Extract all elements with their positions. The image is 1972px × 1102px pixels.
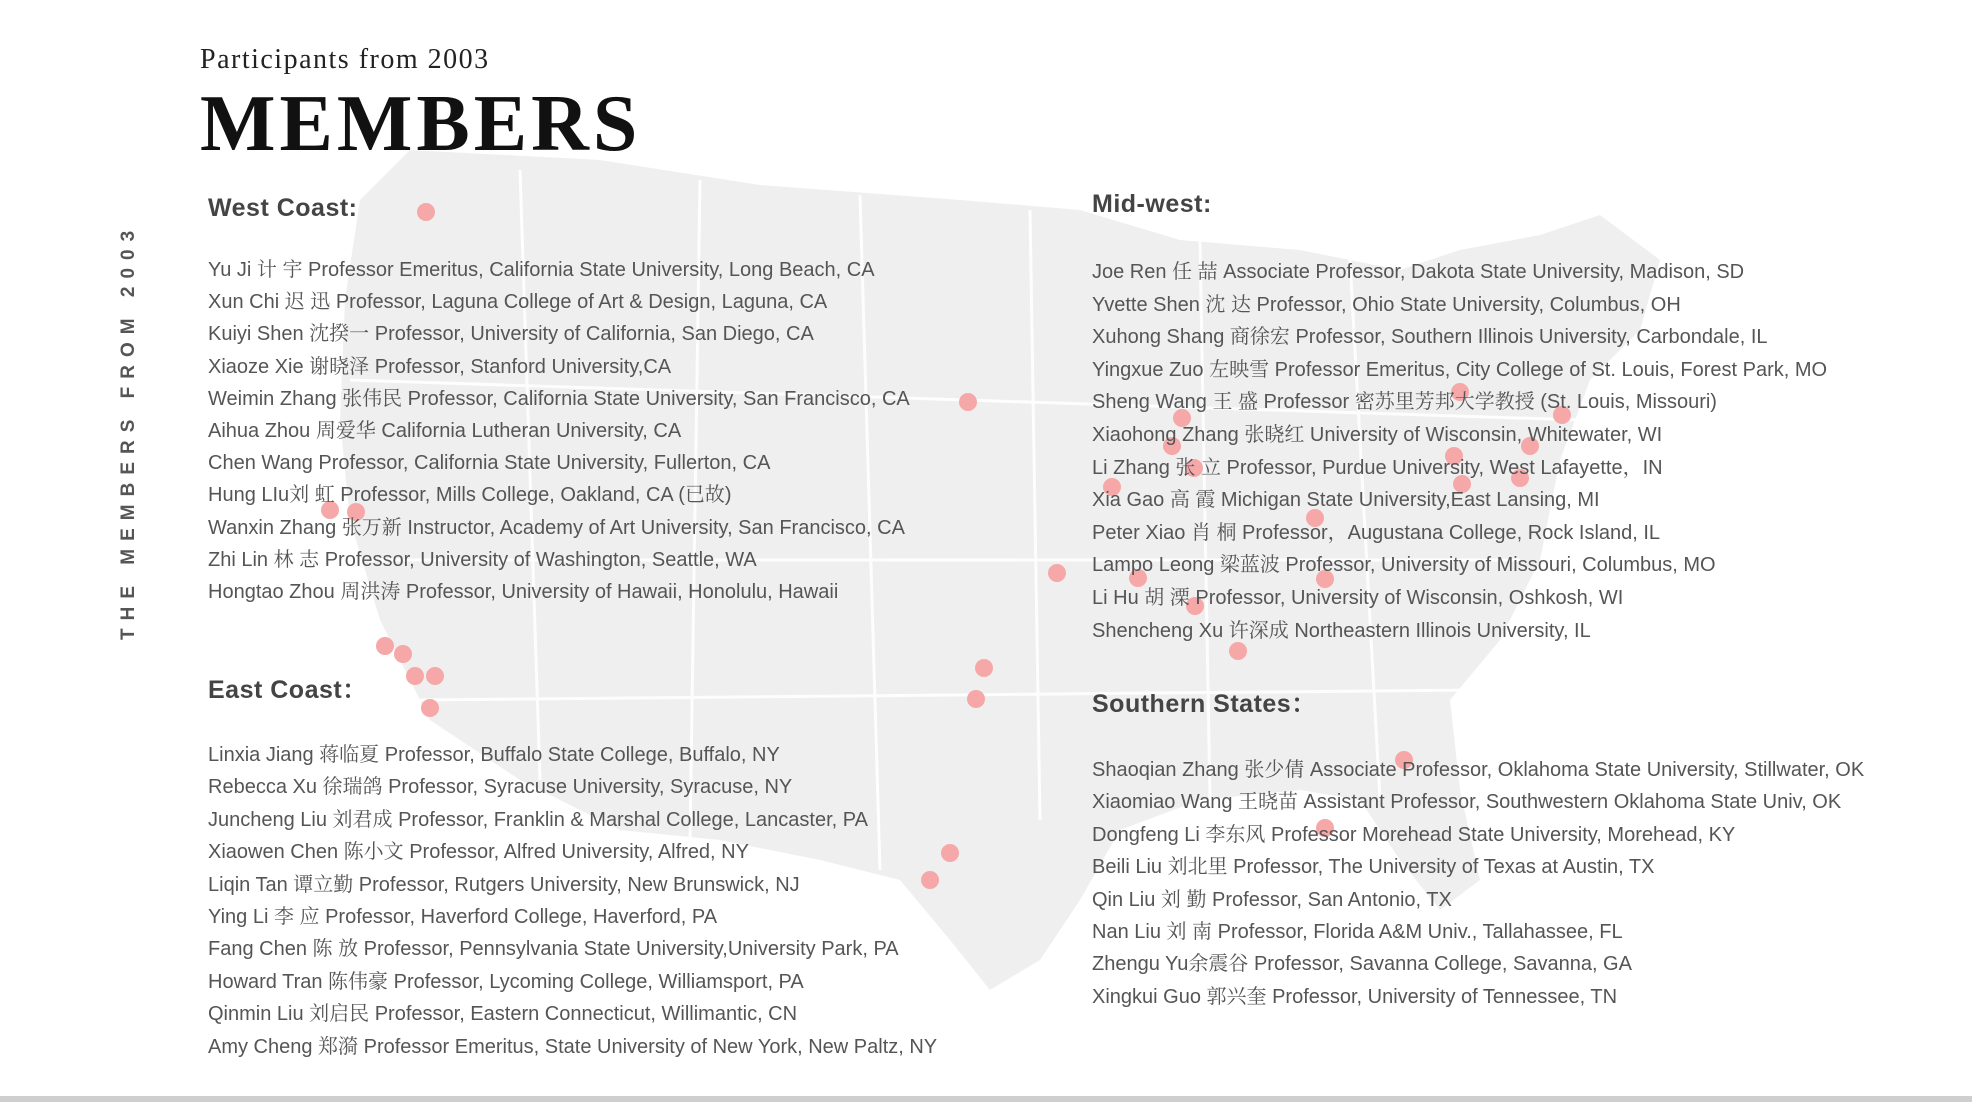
midwest-heading: Mid-west: xyxy=(1092,190,1212,218)
list-item: Xiaowen Chen 陈小文 Professor, Alfred University, Alfred, NY xyxy=(208,841,749,864)
west-coast-heading: West Coast: xyxy=(208,194,358,222)
list-item: Xingkui Guo 郭兴奎 Professor, University of Tennessee, TN xyxy=(1092,985,1618,1008)
list-item: Fang Chen 陈 放 Professor, Pennsylvania State University,University Park, PA xyxy=(208,938,899,961)
list-item: Joe Ren 任 喆 Associate Professor, Dakota State University, Madison, SD xyxy=(1092,261,1745,283)
list-item: Yvette Shen 沈 达 Professor, Ohio State University, Columbus, OH xyxy=(1092,293,1681,316)
midwest-list xyxy=(1092,256,1827,647)
list-item: Xiaomiao Wang 王晓苗 Assistant Professor, Southwestern Oklahoma State Univ, OK xyxy=(1092,791,1842,814)
list-item: Nan Liu 刘 南 Professor, Florida A&M Univ., Tallahassee, FL xyxy=(1092,920,1623,943)
list-item: Xiaohong Zhang 张晓红 University of Wisconsin, Whitewater, WI xyxy=(1092,423,1663,446)
list-item: Hung LIu刘 虹 Professor, Mills College, Oakland, CA (已故) xyxy=(208,484,732,507)
east-coast-list xyxy=(208,739,937,1063)
list-item: Xiaoze Xie 谢晓泽 Professor, Stanford University,CA xyxy=(208,355,672,378)
list-item: Li Zhang 张 立 Professor, Purdue University, West Lafayette，IN xyxy=(1092,456,1663,479)
west-coast-list xyxy=(208,254,910,608)
list-item: Hongtao Zhou 周洪涛 Professor, University of Hawaii, Honolulu, Hawaii xyxy=(208,580,839,603)
list-item: Wanxin Zhang 张万新 Instructor, Academy of Art University, San Francisco, CA xyxy=(208,516,905,539)
list-item: Weimin Zhang 张伟民 Professor, California State University, San Francisco, CA xyxy=(208,387,910,410)
list-item: Lampo Leong 梁蓝波 Professor, University of Missouri, Columbus, MO xyxy=(1092,554,1716,577)
list-item: Beili Liu 刘北里 Professor, The University of Texas at Austin, TX xyxy=(1092,856,1655,879)
list-item: Amy Cheng 郑漪 Professor Emeritus, State University of New York, New Paltz, NY xyxy=(208,1035,938,1058)
list-item: Howard Tran 陈伟豪 Professor, Lycoming College, Williamsport, PA xyxy=(208,970,804,993)
list-item: Zhi Lin 林 志 Professor, University of Washington, Seattle, WA xyxy=(208,548,757,571)
list-item: Linxia Jiang 蒋临夏 Professor, Buffalo State College, Buffalo, NY xyxy=(208,744,780,766)
list-item: Xia Gao 高 霞 Michigan State University,East Lansing, MI xyxy=(1092,489,1600,512)
list-item: Aihua Zhou 周爱华 California Lutheran University, CA xyxy=(208,419,682,442)
southern-states-list xyxy=(1092,754,1864,1013)
list-item: Rebecca Xu 徐瑞鸽 Professor, Syracuse University, Syracuse, NY xyxy=(208,776,793,799)
list-item: Shaoqian Zhang 张少倩 Associate Professor, Oklahoma State University, Stillwater, OK xyxy=(1092,759,1865,781)
list-item: Qin Liu 刘 勤 Professor, San Antonio, TX xyxy=(1092,888,1452,911)
list-item: Chen Wang Professor, California State University, Fullerton, CA xyxy=(208,452,771,475)
list-item: Kuiyi Shen 沈揆一 Professor, University of California, San Diego, CA xyxy=(208,323,814,346)
list-item: Juncheng Liu 刘君成 Professor, Franklin & Marshal College, Lancaster, PA xyxy=(208,808,868,831)
list-item: Qinmin Liu 刘启民 Professor, Eastern Connecticut, Willimantic, CN xyxy=(208,1003,798,1026)
list-item: Yu Ji 计 宇 Professor Emeritus, California State University, Long Beach, CA xyxy=(208,259,875,281)
list-item: Xuhong Shang 商徐宏 Professor, Southern Illinois University, Carbondale, IL xyxy=(1092,326,1768,349)
list-item: Li Hu 胡 溧 Professor, University of Wisconsin, Oshkosh, WI xyxy=(1092,586,1624,609)
list-item: Zhengu Yu余震谷 Professor, Savanna College, Savanna, GA xyxy=(1092,953,1632,976)
vertical-label: THE MEMBERS FROM 2003 xyxy=(118,222,139,640)
list-item: Ying Li 李 应 Professor, Haverford College, Haverford, PA xyxy=(208,905,718,928)
list-item: Sheng Wang 王 盛 Professor 密苏里芳邦大学教授 (St. Louis, Missouri) xyxy=(1092,391,1717,414)
list-item: Dongfeng Li 李东风 Professor Morehead State University, Morehead, KY xyxy=(1092,823,1736,846)
page-title: MEMBERS xyxy=(200,80,642,168)
list-item: Peter Xiao 肖 桐 Professor，Augustana College, Rock Island, IL xyxy=(1092,521,1661,544)
list-item: Yingxue Zuo 左映雪 Professor Emeritus, City College of St. Louis, Forest Park, MO xyxy=(1092,358,1828,381)
page-subtitle: Participants from 2003 xyxy=(200,44,490,75)
east-coast-heading: East Coast： xyxy=(208,676,368,704)
southern-states-heading: Southern States： xyxy=(1092,690,1317,718)
list-item: Shencheng Xu 许深成 Northeastern Illinois University, IL xyxy=(1092,619,1591,642)
list-item: Xun Chi 迟 迅 Professor, Laguna College of Art & Design, Laguna, CA xyxy=(208,291,828,314)
list-item: Liqin Tan 谭立勤 Professor, Rutgers University, New Brunswick, NJ xyxy=(208,873,800,896)
